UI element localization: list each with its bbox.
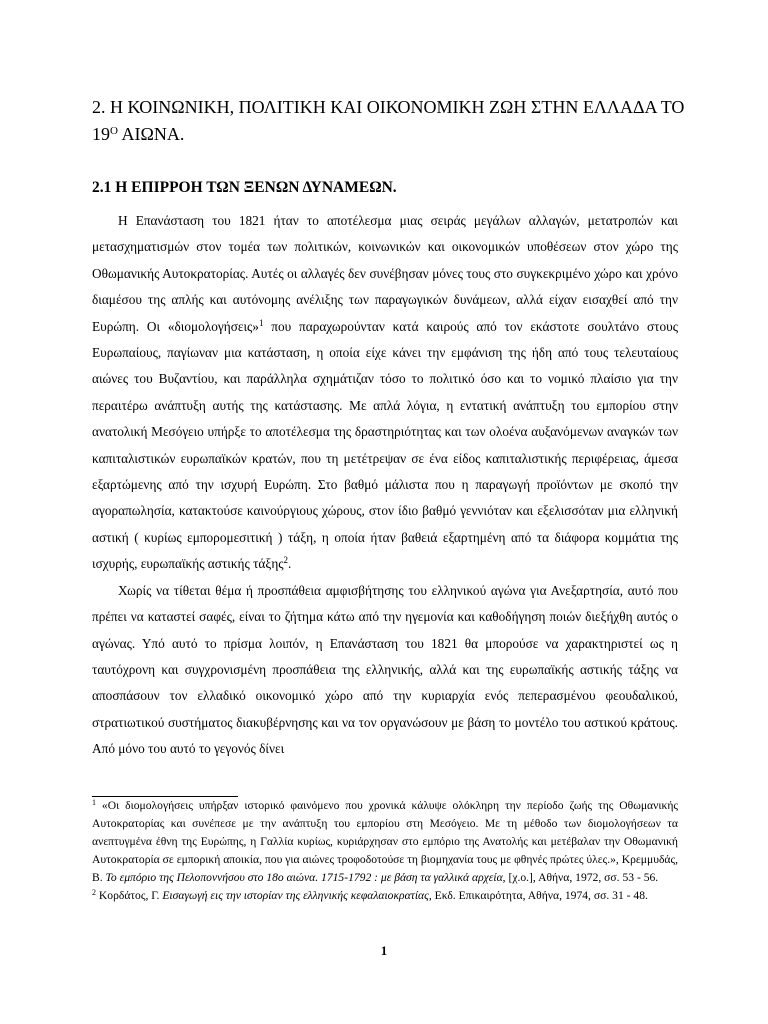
chapter-title-text: 2. Η ΚΟΙΝΩΝΙΚΗ, ΠΟΛΙΤΙΚΗ ΚΑΙ ΟΙΚΟΝΟΜΙΚΗ ΖΩΗ ΣΤΗΝ ΕΛΛΑΔΑ ΤΟ 19 bbox=[92, 97, 685, 144]
chapter-title-superscript: Ο bbox=[110, 125, 118, 137]
paragraph-2: Χωρίς να τίθεται θέμα ή προσπάθεια αμφισβήτησης του ελληνικού αγώνα για Ανεξαρτησία, αυτό που πρέπει να καταστεί σαφές, είναι το ζήτημα κάτω από την ηγεμονία και καθοδήγηση ποιών διεξήχθη αυτός ο αγώνας. Υπό αυτό το πρίσμα λοιπόν, η Επανάσταση του 1821 θα μπορούσε να χαρακτηριστεί ως η ταυτόχρονη και συγχρονισμένη προσπάθεια της ελληνικής, αλλά και της ευρωπαϊκής αστικής τάξης να αποσπάσουν τον ελλαδικό οικονομικό χώρο από την κυριαρχία ενός πεπερασμένου φεουδαλικού, στρατιωτικού συστήματος διακυβέρνησης και να τον οργανώσουν με βάση το μοντέλο του αστικού κράτους. Από μόνο του αυτό το γεγονός δίνει bbox=[92, 582, 678, 757]
footnote-2-title: Εισαγωγή εις την ιστορίαν της ελληνικής κεφαλαιοκρατίας bbox=[162, 889, 429, 902]
footnote-1-text: «Οι διομολογήσεις υπήρξαν ιστορικό φαινόμενο που χρονικά κάλυψε ολόκληρη την περίοδο ζωής της Οθωμανικής Αυτοκρατορίας και συνέπεσε με την ανάπτυξη του εμπορίου στη Μεσόγειο. Με τη μέθοδο των διομολογήσεων τα ανεπτυγμένα έθνη της Ευρώπης, η Γαλλία κυρίως, κυριάρχησαν στο εμπόριο της Ανατολής και μετέβαλαν την Οθωμανική Αυτοκρατορία σε εμπορική αποικία, που για αιώνες τροφοδοτούσε τη βιομηχανία τους με φθηνές πρώτες ύλες.», Κρεμμυδάς, Β. bbox=[92, 799, 678, 884]
footnote-2 bbox=[92, 887, 678, 905]
footnote-2-marker: 2 bbox=[92, 888, 96, 897]
page-number: 1 bbox=[380, 944, 388, 958]
footnote-1 bbox=[92, 797, 678, 887]
chapter-title bbox=[92, 94, 692, 148]
footnote-2-text: Κορδάτος, Γ. bbox=[96, 889, 163, 902]
paragraph-1-part-2: που παραχωρούνταν κατά καιρούς από τον εκάστοτε σουλτάνο στους Ευρωπαίους, παγίωναν μια κατάσταση, η οποία είχε κάνει την εμφάνιση της ήδη από τους τελευταίους αιώνες του Βυζαντίου, και παράλληλα σχημάτιζαν τόσο το πολιτικό όσο και το νομικό πλαίσιο για την περαιτέρω ανάπτυξη αυτής της κατάστασης. Με απλά λόγια, η εντατική ανάπτυξη του εμπορίου στην ανατολική Μεσόγειο υπήρξε το αποτέλεσμα της δραστηριότητας και των ολοένα αυξανόμενων αναγκών των καπιταλιστικών ευρωπαϊκών κρατών, που τη μετέτρεψαν σε ένα είδος καπιταλιστικής περιφέρειας, άμεσα εξαρτώμενης από την ισχυρή Ευρώπη. Στο βαθμό μάλιστα που η παραγωγή προϊόντων με σκοπό την αγοραπωλησία, κατακτούσε καινούργιους χώρους, στον ίδιο βαθμό γεννιόταν και εξελισσόταν μια ελληνική αστική ( κυρίως εμπορομεσιτική ) τάξη, η οποία ήταν βαθειά εξαρτημένη από τα διάφορα κομμάτια της ισχυρής, ευρωπαϊκής αστικής τάξης bbox=[92, 318, 678, 572]
footnote-2-tail: , Εκδ. Επικαιρότητα, Αθήνα, 1974, σσ. 31 - 48. bbox=[428, 889, 648, 902]
chapter-title-suffix: ΑΙΩΝΑ. bbox=[117, 124, 185, 144]
section-title: 2.1 Η ΕΠΙΡΡΟΗ ΤΩΝ ΞΕΝΩΝ ΔΥΝΑΜΕΩΝ. bbox=[92, 179, 397, 196]
footnote-1-title: Το εμπόριο της Πελοποννήσου στο 18ο αιώνα. 1715-1792 : με βάση τα γαλλικά αρχεία bbox=[105, 871, 503, 884]
footnotes bbox=[92, 797, 678, 905]
paragraph-1-part-1: Η Επανάσταση του 1821 ήταν το αποτέλεσμα μιας σειράς μεγάλων αλλαγών, μετατροπών και μετασχηματισμών στον τομέα των πολιτικών, κοινωνικών και οικονομικών υποθέσεων στον χώρο της Οθωμανικής Αυτοκρατορίας. Αυτές οι αλλαγές δεν συνέβησαν μόνες τους στο συγκεκριμένο χώρο και χρόνο διαμέσου της απλής και αυτόνομης ανέλιξης των παραγωγικών δυνάμεων, αλλά είχαν εισαχθεί από την Ευρώπη. Οι «διομολογήσεις» bbox=[92, 213, 678, 334]
footnote-ref-1[interactable]: 1 bbox=[258, 317, 264, 328]
body-text bbox=[92, 208, 678, 763]
paragraph-1-part-3: . bbox=[288, 556, 292, 572]
footnote-1-tail: , [χ.ο.], Αθήνα, 1972, σσ. 53 - 56. bbox=[502, 871, 659, 884]
paragraph-1 bbox=[92, 208, 678, 578]
footnote-ref-2[interactable]: 2 bbox=[283, 555, 289, 566]
footnote-1-marker: 1 bbox=[92, 798, 96, 807]
